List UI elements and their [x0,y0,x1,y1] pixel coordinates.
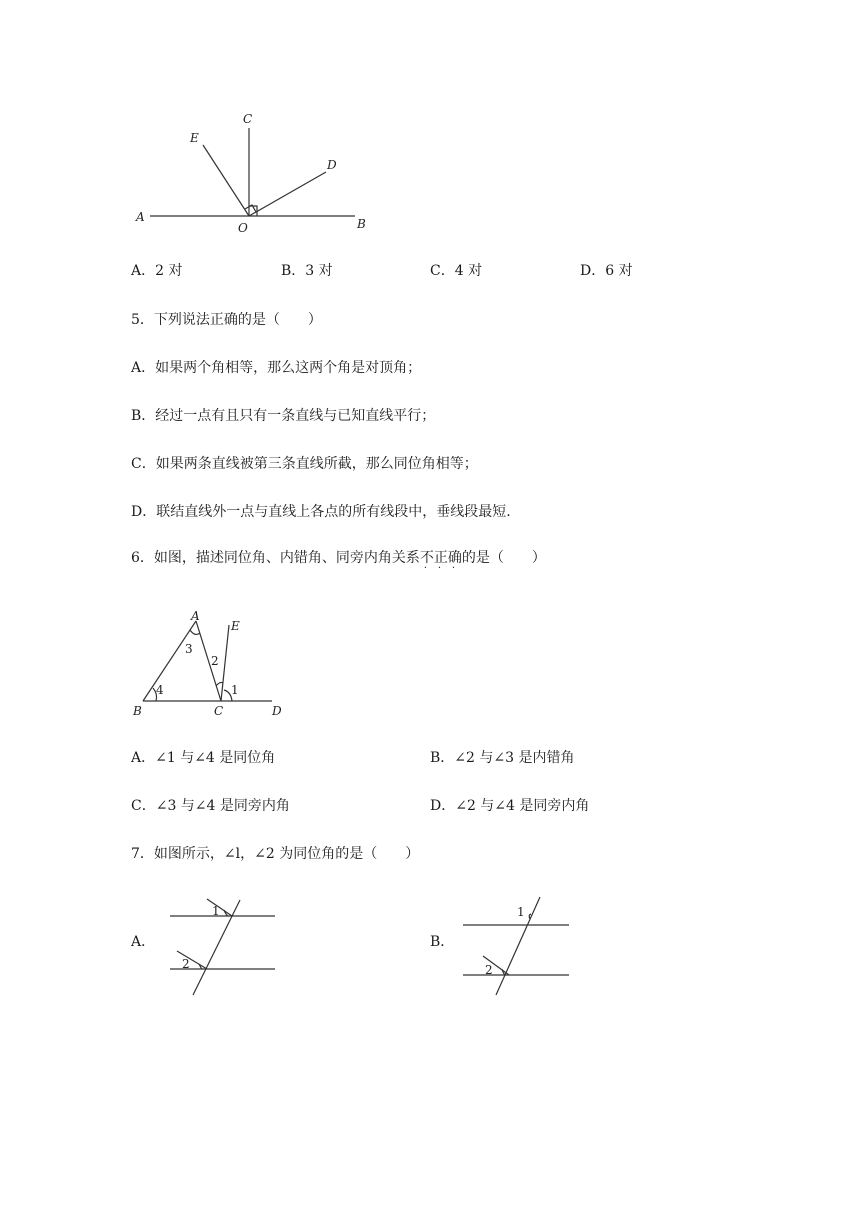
q6-option-a: A．∠1 与∠4 是同位角 [131,750,276,766]
q7-stem: 7．如图所示，∠l，∠2 为同位角的是（ ） [131,846,420,862]
label-a: A [136,210,145,224]
q6-option-c: C．∠3 与∠4 是同旁内角 [131,798,290,814]
q6-stem-post: 的是（ ） [461,550,546,566]
label-c: C [214,704,224,718]
q7-option-b-label: B． [430,934,455,950]
angle-label-4: 4 [156,683,164,697]
q5-option-b: B．经过一点有且只有一条直线与已知直线平行； [131,408,436,424]
label-c: C [243,112,253,126]
label-o: O [238,221,248,235]
angle-label-2: 2 [211,654,219,668]
emphasis-dot: · [423,563,428,574]
emphasis-dot: · [451,563,456,574]
q6-emphasis-text: 不正确 [419,550,462,566]
q4-option-b: B．3 对 [281,263,333,279]
label-a: A [191,609,200,623]
q5-option-c: C．如果两条直线被第三条直线所截，那么同位角相等； [131,456,478,472]
angle-label-3: 3 [185,642,193,656]
q5-option-a: A．如果两个角相等，那么这两个角是对顶角； [131,360,422,376]
angle-label-1: 1 [231,683,239,697]
label-b: B [357,217,366,231]
angle-label-2: 2 [182,957,190,971]
label-d: D [272,704,282,718]
emphasis-dot: · [437,563,442,574]
q6-option-d: D．∠2 与∠4 是同旁内角 [430,798,590,814]
angle-label-1: 1 [517,905,525,919]
label-b: B [133,704,142,718]
q4-option-a: A．2 对 [131,263,183,279]
q7-option-a-label: A． [131,934,156,950]
label-e: E [231,619,240,633]
q4-option-c: C．4 对 [430,263,483,279]
angle-label-1: 1 [212,904,220,918]
q5-stem: 5．下列说法正确的是（ ） [131,312,322,328]
label-d: D [327,158,337,172]
label-e: E [190,131,199,145]
angle-label-2: 2 [485,963,493,977]
q6-option-b: B．∠2 与∠3 是内错角 [430,750,575,766]
q6-stem-pre: 6．如图，描述同位角、内错角、同旁内角关系 [131,550,420,566]
q5-option-d: D．联结直线外一点与直线上各点的所有线段中，垂线段最短. [131,504,511,520]
q4-option-d: D．6 对 [580,263,633,279]
